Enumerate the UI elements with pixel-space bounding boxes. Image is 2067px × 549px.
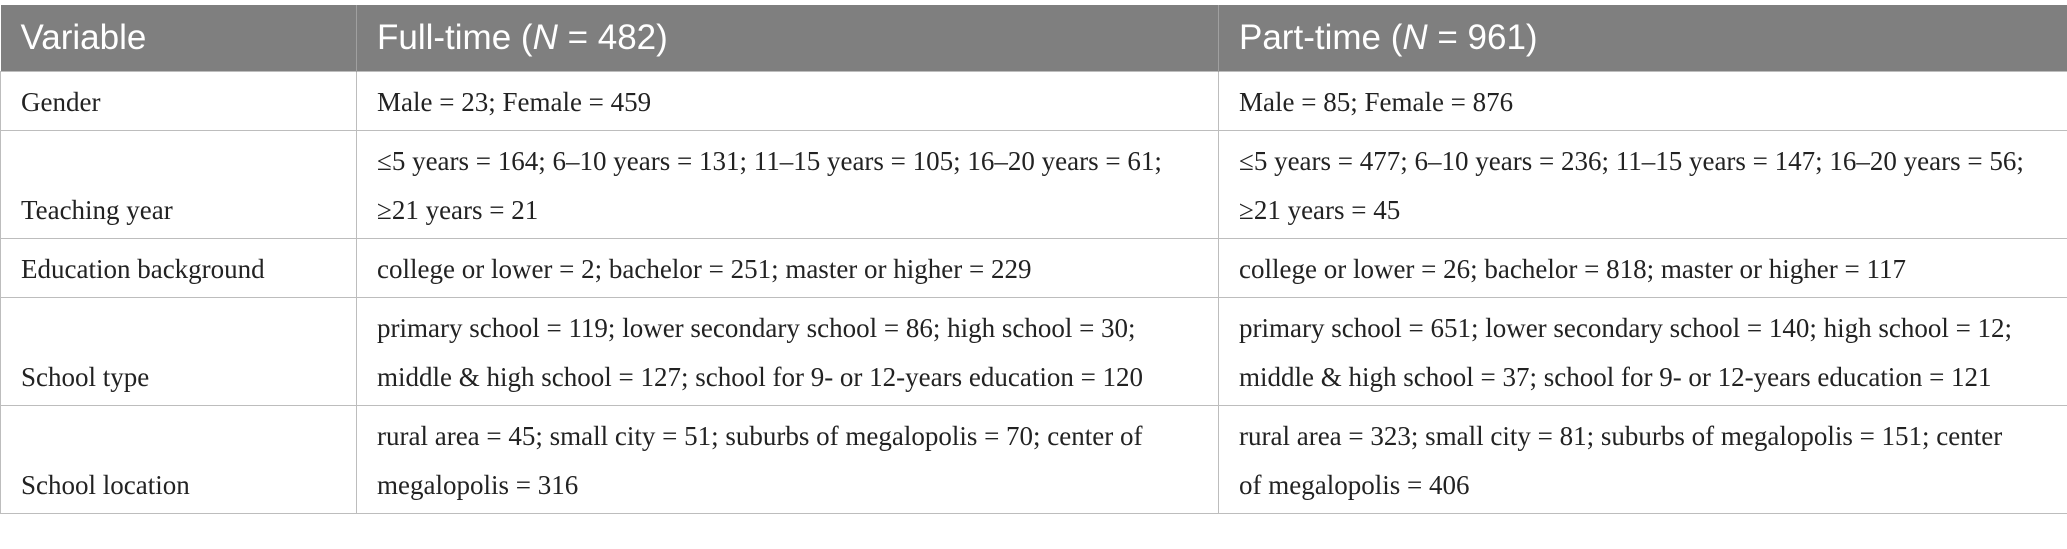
cell-line: ≤5 years = 164; 6–10 years = 131; 11–15 years = 105; 16–20 years = 61;: [377, 146, 1162, 176]
cell-line: megalopolis = 316: [377, 470, 579, 500]
cell-line: primary school = 119; lower secondary school = 86; high school = 30;: [377, 313, 1136, 343]
cell-line: of megalopolis = 406: [1239, 470, 1470, 500]
part-time-cell: [1219, 131, 2067, 239]
part-time-cell: [1219, 298, 2067, 406]
header-row: [1, 5, 2067, 72]
cell-line: ≤5 years = 477; 6–10 years = 236; 11–15 years = 147; 16–20 years = 56;: [1239, 146, 2024, 176]
cell-line: Male = 23; Female = 459: [377, 87, 652, 117]
full-time-cell: [357, 406, 1219, 514]
part-time-cell: [1219, 239, 2067, 298]
cell-line: rural area = 323; small city = 81; suburbs of megalopolis = 151; center: [1239, 421, 2003, 451]
demographics-table: [0, 5, 2067, 514]
cell-line: ≥21 years = 21: [377, 195, 539, 225]
table-row-school-location: [1, 406, 2067, 514]
part-time-cell: [1219, 72, 2067, 131]
header-full-time-prefix: Full-time (: [377, 18, 533, 57]
cell-line: college or lower = 26; bachelor = 818; master or higher = 117: [1239, 254, 1906, 284]
row-variable-cell: School type: [1, 298, 357, 406]
part-time-cell: [1219, 406, 2067, 514]
header-part-time-suffix: = 961): [1427, 18, 1538, 57]
header-part-time: [1219, 5, 2067, 72]
full-time-cell: [357, 298, 1219, 406]
row-variable-cell: Gender: [1, 72, 357, 131]
cell-line: ≥21 years = 45: [1239, 195, 1401, 225]
table-body: [1, 72, 2067, 514]
row-variable-cell: School location: [1, 406, 357, 514]
table-row-education-background: [1, 239, 2067, 298]
row-variable-cell: Education background: [1, 239, 357, 298]
full-time-cell: [357, 72, 1219, 131]
table-row-school-type: [1, 298, 2067, 406]
header-part-time-prefix: Part-time (: [1239, 18, 1403, 57]
cell-line: middle & high school = 37; school for 9- or 12-years education = 121: [1239, 362, 1992, 392]
cell-line: rural area = 45; small city = 51; suburbs of megalopolis = 70; center of: [377, 421, 1143, 451]
cell-line: college or lower = 2; bachelor = 251; master or higher = 229: [377, 254, 1032, 284]
cell-line: primary school = 651; lower secondary school = 140; high school = 12;: [1239, 313, 2013, 343]
header-variable-label: Variable: [20, 18, 147, 57]
header-variable: [1, 5, 357, 72]
header-full-time-suffix: = 482): [557, 18, 668, 57]
row-variable-cell: Teaching year: [1, 131, 357, 239]
table-row-teaching-year: [1, 131, 2067, 239]
header-full-time-n: N: [532, 18, 558, 57]
cell-line: middle & high school = 127; school for 9- or 12-years education = 120: [377, 362, 1144, 392]
header-part-time-n: N: [1402, 18, 1428, 57]
table-header: [1, 5, 2067, 72]
table-row-gender: [1, 72, 2067, 131]
header-full-time: [357, 5, 1219, 72]
full-time-cell: [357, 239, 1219, 298]
cell-line: Male = 85; Female = 876: [1239, 87, 1514, 117]
full-time-cell: [357, 131, 1219, 239]
